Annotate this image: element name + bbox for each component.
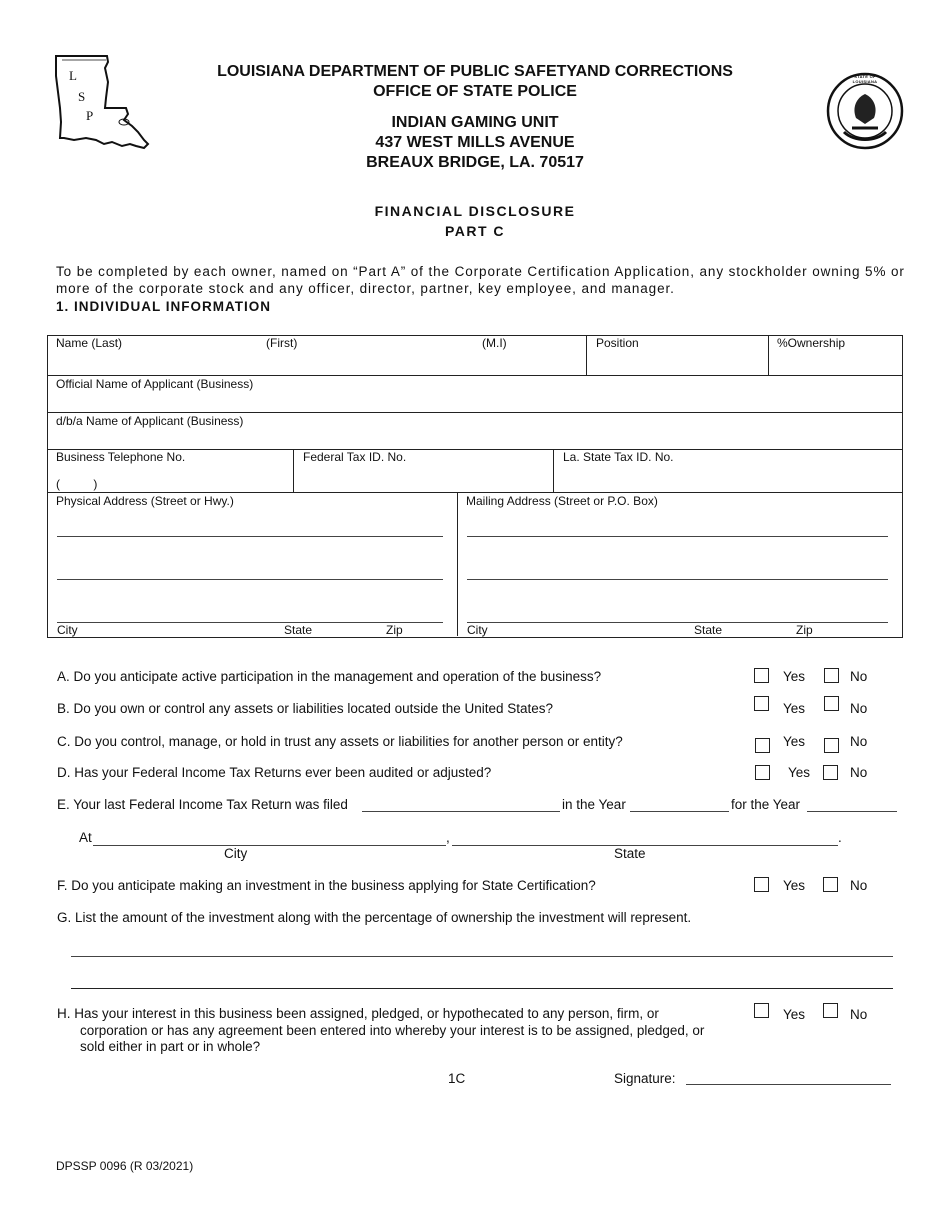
mailing-state-label: State (694, 623, 723, 637)
phone-area-code: ( ) (56, 477, 98, 491)
mailing-address-line-3[interactable] (467, 622, 888, 623)
physical-address-line-2[interactable] (57, 579, 443, 580)
question-h-no-checkbox[interactable] (823, 1003, 838, 1018)
question-d-yes-checkbox[interactable] (755, 765, 770, 780)
question-g: G. List the amount of the investment along with the percentage of ownership the investment will represent. (57, 910, 692, 925)
official-name-label: Official Name of Applicant (Business) (56, 377, 254, 391)
name-first-label: (First) (266, 336, 298, 350)
signature-label: Signature: (614, 1071, 676, 1086)
question-h-yes-label: Yes (783, 1007, 806, 1022)
question-f-yes-checkbox[interactable] (754, 877, 769, 892)
col-divider (553, 449, 554, 492)
physical-city-label: City (57, 623, 78, 637)
question-f-no-label: No (850, 878, 868, 893)
question-a-yes-checkbox[interactable] (754, 668, 769, 683)
mailing-address-label: Mailing Address (Street or P.O. Box) (466, 494, 658, 508)
ownership-label: %Ownership (777, 336, 846, 350)
office-name: OFFICE OF STATE POLICE (373, 83, 577, 100)
question-h-line-2: corporation or has any agreement been entered into whereby your interest is to be assigned, pledged, or (80, 1023, 705, 1038)
unit-name: INDIAN GAMING UNIT (391, 114, 559, 131)
question-c-yes-label: Yes (783, 734, 806, 749)
question-b-yes-label: Yes (783, 701, 806, 716)
official-name-field[interactable] (48, 392, 900, 411)
question-d: D. Has your Federal Income Tax Returns ever been audited or adjusted? (57, 765, 492, 780)
row-divider (47, 492, 902, 493)
question-a-no-label: No (850, 669, 868, 684)
question-e: E. Your last Federal Income Tax Return was filed (57, 797, 348, 812)
federal-tax-field[interactable] (296, 466, 550, 490)
question-h-no-label: No (850, 1007, 868, 1022)
question-e-city-label: City (224, 846, 248, 861)
question-h-yes-checkbox[interactable] (754, 1003, 769, 1018)
question-a: A. Do you anticipate active participation in the management and operation of the business? (57, 669, 602, 684)
question-e-at: At (79, 830, 92, 845)
state-tax-field[interactable] (556, 466, 900, 490)
col-divider (457, 492, 458, 636)
louisiana-map-icon (52, 52, 152, 152)
dba-name-label: d/b/a Name of Applicant (Business) (56, 414, 244, 428)
question-f: F. Do you anticipate making an investment in the business applying for State Certification? (57, 878, 596, 893)
signature-field[interactable] (686, 1084, 891, 1085)
question-e-state-label: State (614, 846, 646, 861)
physical-address-line-1[interactable] (57, 536, 443, 537)
col-divider (586, 335, 587, 375)
state-seal (826, 72, 904, 150)
row-divider (47, 375, 902, 376)
question-b: B. Do you own or control any assets or liabilities located outside the United States? (57, 701, 554, 716)
col-divider (768, 335, 769, 375)
question-c-yes-checkbox[interactable] (755, 738, 770, 753)
question-d-no-checkbox[interactable] (823, 765, 838, 780)
position-label: Position (596, 336, 639, 350)
form-title: FINANCIAL DISCLOSURE (374, 203, 576, 219)
physical-state-label: State (284, 623, 313, 637)
question-h-line-1: H. Has your interest in this business been assigned, pledged, or hypothecated to any person, firm, or (57, 1006, 659, 1021)
question-d-yes-label: Yes (788, 765, 811, 780)
form-subtitle: PART C (444, 223, 506, 239)
federal-tax-label: Federal Tax ID. No. (303, 450, 407, 464)
position-field[interactable] (588, 350, 766, 374)
physical-address-label: Physical Address (Street or Hwy.) (56, 494, 234, 508)
question-f-no-checkbox[interactable] (823, 877, 838, 892)
page-label: 1C (448, 1071, 466, 1086)
mailing-address-line-2[interactable] (467, 579, 888, 580)
logo-letter-l: L (69, 68, 77, 83)
name-field[interactable] (48, 350, 585, 374)
question-c-no-label: No (850, 734, 868, 749)
name-last-label: Name (Last) (56, 336, 123, 350)
col-divider (293, 449, 294, 492)
mailing-city-label: City (467, 623, 488, 637)
business-phone-label: Business Telephone No. (56, 450, 186, 464)
name-mi-label: (M.I) (482, 336, 507, 350)
question-c-no-checkbox[interactable] (824, 738, 839, 753)
question-b-yes-checkbox[interactable] (754, 696, 769, 711)
tax-return-filed-field[interactable] (362, 811, 560, 812)
question-h-line-3: sold either in part or in whole? (80, 1039, 261, 1054)
mailing-address-line-1[interactable] (467, 536, 888, 537)
logo-letter-p: P (86, 108, 94, 123)
question-a-yes-label: Yes (783, 669, 806, 684)
dba-name-field[interactable] (48, 429, 900, 448)
question-a-no-checkbox[interactable] (824, 668, 839, 683)
question-e-comma: , (446, 830, 450, 845)
question-e-in-year: in the Year (562, 797, 626, 812)
investment-line-2[interactable] (71, 988, 893, 989)
ownership-field[interactable] (770, 350, 900, 374)
question-e-for-year: for the Year (731, 797, 801, 812)
seal-text: STATE OF LOUISIANA (852, 74, 878, 84)
physical-zip-label: Zip (386, 623, 403, 637)
question-d-no-label: No (850, 765, 868, 780)
lsp-logo (52, 52, 152, 152)
question-e-period: . (838, 830, 842, 845)
question-f-yes-label: Yes (783, 878, 806, 893)
business-phone-field[interactable] (110, 466, 290, 490)
instructions: To be completed by each owner, named on “Part A” of the Corporate Certification Application, any stockholder owning 5% or more of the corporate stock and any officer, director, partner, key employee, and manager. (56, 264, 905, 296)
state-tax-label: La. State Tax ID. No. (563, 450, 674, 464)
logo-letter-s: S (78, 89, 86, 104)
question-c: C. Do you control, manage, or hold in trust any assets or liabilities for another person or entity? (57, 734, 623, 749)
row-divider (47, 412, 902, 413)
tax-return-for-year-field[interactable] (807, 811, 897, 812)
tax-return-city-field[interactable] (93, 845, 446, 846)
investment-line-1[interactable] (71, 956, 893, 957)
unit-city: BREAUX BRIDGE, LA. 70517 (366, 154, 584, 171)
form-number: DPSSP 0096 (R 03/2021) (56, 1159, 194, 1173)
section-heading: 1. INDIVIDUAL INFORMATION (56, 299, 272, 314)
question-b-no-checkbox[interactable] (824, 696, 839, 711)
question-b-no-label: No (850, 701, 868, 716)
mailing-zip-label: Zip (796, 623, 813, 637)
department-name: LOUISIANA DEPARTMENT OF PUBLIC SAFETYAND CORRECTIONS (217, 63, 733, 80)
unit-street: 437 WEST MILLS AVENUE (375, 134, 575, 151)
tax-return-in-year-field[interactable] (630, 811, 729, 812)
